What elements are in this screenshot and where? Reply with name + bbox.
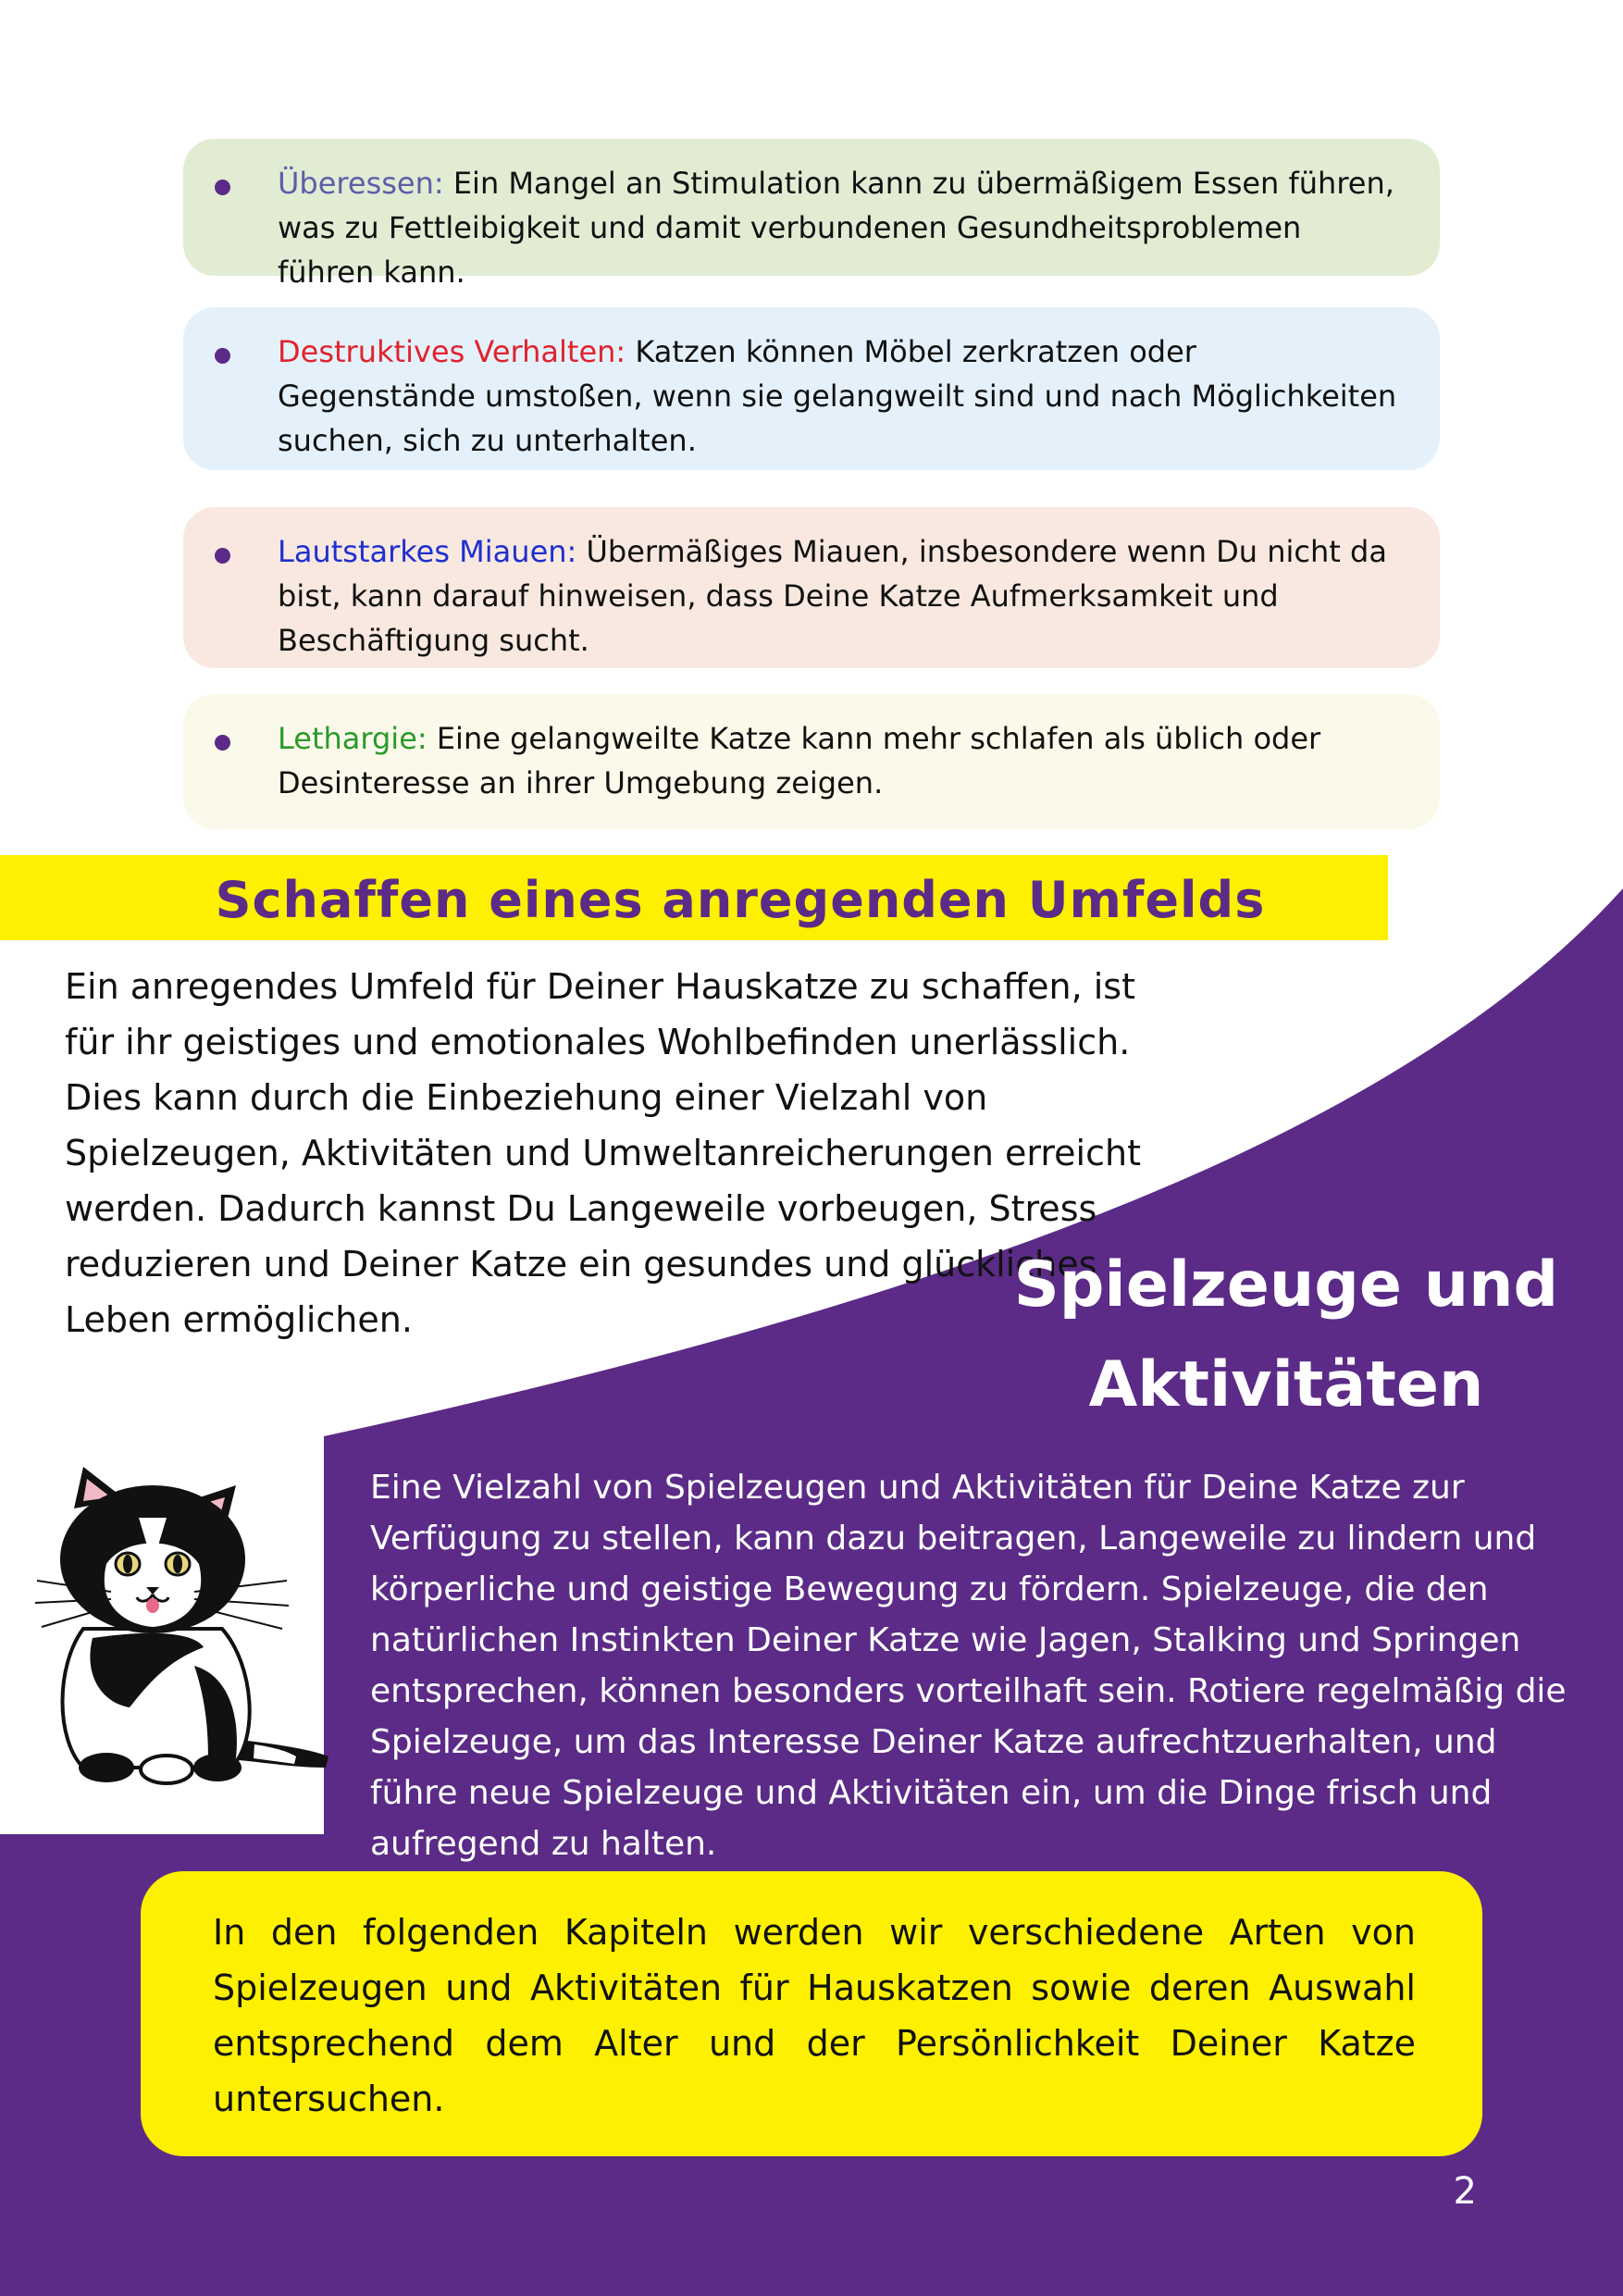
bullet-text: Eine gelangweilte Katze kann mehr schlafen als üblich oder Desinteresse an ihrer Umgebung zeigen. bbox=[278, 721, 1321, 800]
bullet-term: Überessen: bbox=[278, 166, 444, 201]
bullet-dot-icon bbox=[215, 735, 230, 751]
bullet-dot-icon bbox=[215, 548, 230, 564]
cartoon-cat-icon bbox=[19, 1462, 333, 1795]
page-number: 2 bbox=[1453, 2170, 1477, 2213]
activities-title-line2: Aktivitäten bbox=[1088, 1348, 1484, 1421]
bullet-box-meowing bbox=[183, 507, 1440, 668]
bullet-box-lethargy bbox=[183, 694, 1440, 829]
bullet-text: Katzen können Möbel zerkratzen oder Gegenstände umstoßen, wenn sie gelangweilt sind und nach Möglichkeiten suchen, sich zu unterhalten. bbox=[278, 334, 1397, 458]
section-title: Schaffen eines anregenden Umfelds bbox=[215, 871, 1266, 929]
bullet-dot-icon bbox=[215, 348, 230, 364]
activities-paragraph: Eine Vielzahl von Spielzeugen und Aktivitäten für Deine Katze zur Verfügung zu stellen, kann dazu beitragen, Langeweile zu lindern und körperliche und geistige Bewegung zu fördern. Spielzeuge, die den natürlichen Instinkten Deiner Katze wie Jagen, Stalking und Springen entsprechen, können besonders vorteilhaft sein. Rotiere regelmäßig die Spielzeuge, um das Interesse Deiner Katze aufrechtzuerhalten, und führe neue Spielzeuge und Aktivitäten ein, um die Dinge frisch und aufregend zu halten. bbox=[370, 1469, 1567, 1863]
bullet-term: Lethargie: bbox=[278, 721, 427, 756]
activities-title-line1: Spielzeuge und bbox=[1013, 1248, 1559, 1322]
bullet-box-overeating bbox=[183, 139, 1440, 290]
bullet-dot-icon bbox=[215, 180, 230, 195]
bullet-box-destructive bbox=[183, 307, 1440, 470]
intro-paragraph: Ein anregendes Umfeld für Deiner Hauskatze zu schaffen, ist für ihr geistiges und emotionales Wohlbefinden unerlässlich. Dies kann durch die Einbeziehung einer Vielzahl von Spielzeugen, Aktivitäten und Umweltanreicherungen erreicht werden. Dadurch kannst Du Langeweile vorbeugen, Stress reduzieren und Deiner Katze ein gesundes und glückliches Leben ermöglichen. bbox=[65, 966, 1141, 1340]
bullet-text: Ein Mangel an Stimulation kann zu übermäßigem Essen führen, was zu Fettleibigkeit und damit verbundenen Gesundheitsproblemen führen kann. bbox=[278, 166, 1394, 290]
bullet-term: Destruktives Verhalten: bbox=[278, 334, 626, 369]
activities-title bbox=[962, 1235, 1610, 1435]
bullet-term: Lautstarkes Miauen: bbox=[278, 534, 577, 569]
bullet-text: Übermäßiges Miauen, insbesondere wenn Du nicht da bist, kann darauf hinweisen, dass Deine Katze Aufmerksamkeit und Beschäftigung sucht. bbox=[278, 534, 1387, 658]
chapters-callout-box: In den folgenden Kapiteln werden wir verschiedene Arten von Spielzeugen und Aktivitäten für Hauskatzen sowie deren Auswahl entsprechend dem Alter und der Persönlichkeit Deiner Katze untersuchen. bbox=[141, 1871, 1482, 2156]
